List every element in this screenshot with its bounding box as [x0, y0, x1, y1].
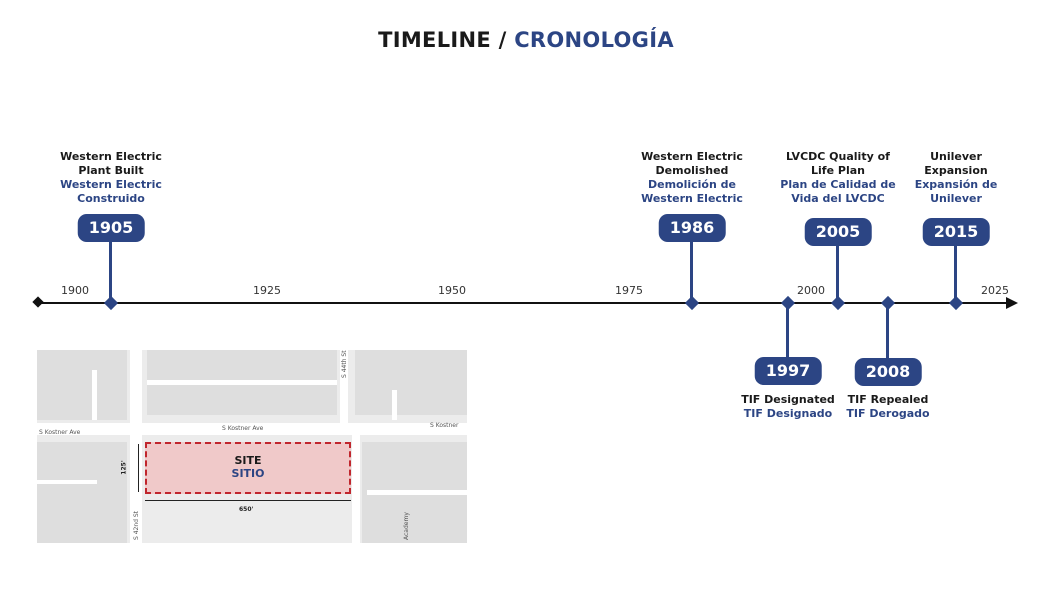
event-2005-marker	[831, 296, 845, 310]
event-1986-label: Western Electric Demolished Demolición de Western Electric	[641, 150, 743, 205]
event-2008-stem	[886, 303, 889, 358]
event-1986-stem	[690, 242, 693, 303]
event-1905-year-badge: 1905	[78, 214, 145, 242]
site-label-english: SITE	[234, 454, 262, 467]
event-1905-label: Western Electric Plant Built Western Electric Construido	[60, 150, 162, 205]
map-label-road-east: S Kostner	[430, 422, 459, 429]
event-2015-label: Unilever Expansion Expansión de Unilever	[914, 150, 998, 205]
map-label-road-mid: S Kostner Ave	[222, 425, 264, 432]
map-label-poi: Academy	[403, 512, 410, 540]
event-1997-label: TIF Designated TIF Designado	[741, 393, 835, 420]
title-spanish: CRONOLOGÍA	[514, 28, 674, 52]
event-2008-label: TIF Repealed TIF Derogado	[846, 393, 930, 420]
site-label-spanish: SITIO	[231, 467, 265, 480]
event-1997-year-badge: 1997	[755, 357, 822, 385]
site-parcel	[145, 442, 351, 494]
event-2005-label: LVCDC Quality of Life Plan Plan de Calidad de Vida del LVCDC	[780, 150, 896, 205]
event-2005-year-badge: 2005	[805, 218, 872, 246]
axis-tick-1900: 1900	[61, 284, 89, 297]
site-map	[37, 350, 467, 543]
event-2015-year-badge: 2015	[923, 218, 990, 246]
event-1997-stem	[786, 303, 789, 358]
axis-tick-1950: 1950	[438, 284, 466, 297]
map-label-road-vertical: S 44th St	[341, 350, 348, 378]
map-label-road-vertical-2: S 42nd St	[133, 510, 140, 540]
event-1905-marker	[104, 296, 118, 310]
axis-tick-1925: 1925	[253, 284, 281, 297]
event-2008-year-badge: 2008	[855, 358, 922, 386]
timeline-axis	[38, 302, 1010, 304]
axis-arrow-icon	[1006, 297, 1018, 309]
event-2015-marker	[949, 296, 963, 310]
page-title	[0, 28, 1052, 52]
event-1986-marker	[685, 296, 699, 310]
site-dimension-width: 650'	[239, 506, 254, 513]
event-1905-stem	[109, 242, 112, 303]
axis-tick-2000: 2000	[797, 284, 825, 297]
title-english: TIMELINE /	[378, 28, 507, 52]
map-label-road-west: S Kostner Ave	[39, 429, 81, 436]
event-1986-year-badge: 1986	[659, 214, 726, 242]
axis-tick-1975: 1975	[615, 284, 643, 297]
axis-start-marker	[32, 296, 43, 307]
axis-tick-2025: 2025	[981, 284, 1009, 297]
site-dimension-height: 125'	[120, 460, 128, 475]
